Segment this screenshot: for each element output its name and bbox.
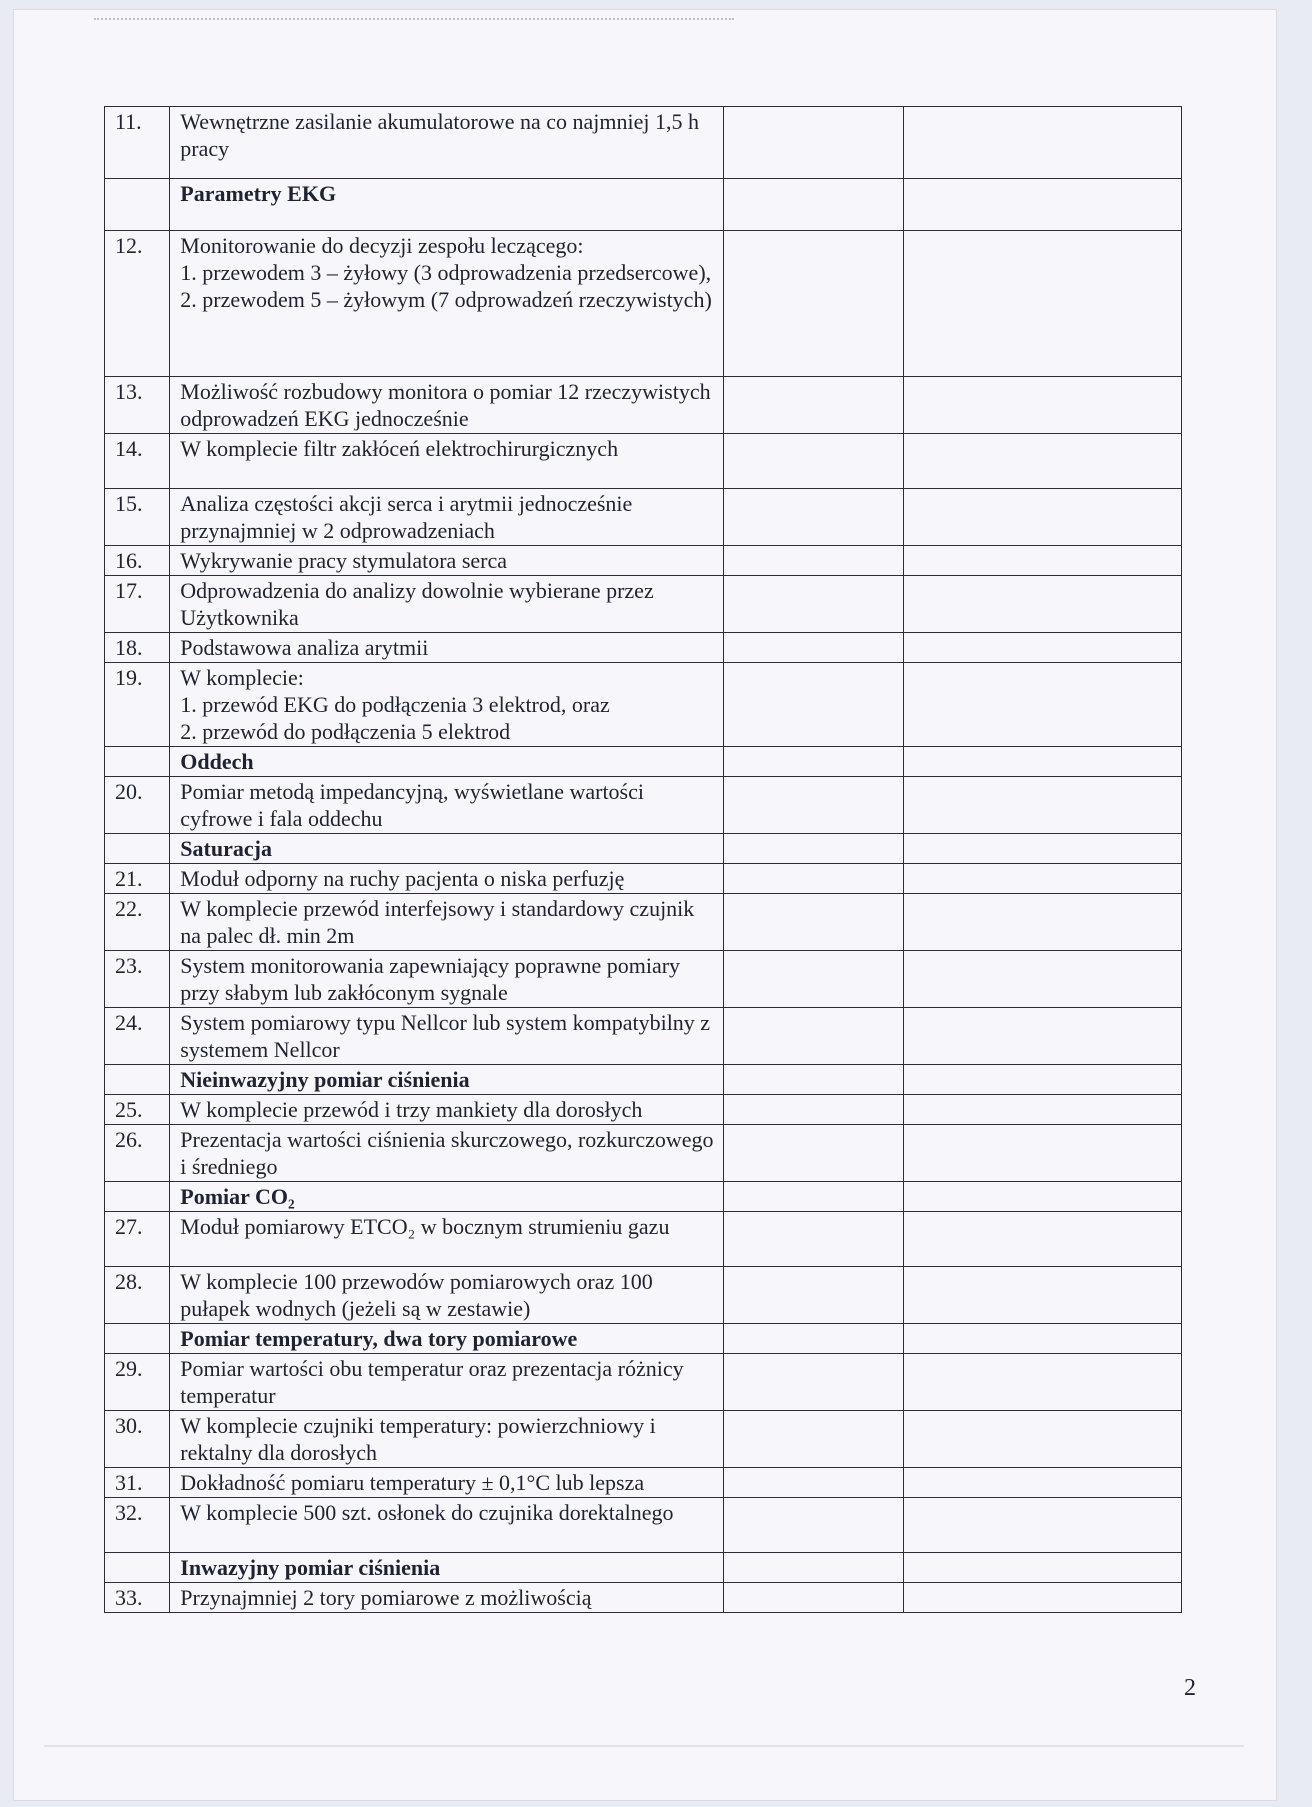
row-number: 14.: [105, 434, 170, 489]
empty-cell: [723, 1212, 903, 1267]
requirement-text: W komplecie: 1. przewód EKG do podłączenia 3 elektrod, oraz 2. przewód do podłączenia 5 elektrod: [170, 663, 724, 747]
empty-cell: [723, 1498, 903, 1553]
section-title: Parametry EKG: [170, 179, 724, 231]
table-row: [105, 576, 1182, 633]
empty-cell: [903, 1324, 1181, 1354]
table-row: [105, 107, 1182, 179]
empty-cell: [723, 1411, 903, 1468]
empty-cell: [723, 747, 903, 777]
empty-cell: [903, 864, 1181, 894]
table-row: [105, 377, 1182, 434]
empty-cell: [903, 1065, 1181, 1095]
empty-cell: [903, 1267, 1181, 1324]
requirement-text: Wewnętrzne zasilanie akumulatorowe na co najmniej 1,5 h pracy: [170, 107, 724, 179]
row-number: 19.: [105, 663, 170, 747]
empty-cell: [903, 179, 1181, 231]
row-number: 21.: [105, 864, 170, 894]
section-title: Oddech: [170, 747, 724, 777]
empty-cell: [903, 107, 1181, 179]
requirement-text: Moduł pomiarowy ETCO₂ w bocznym strumieniu gazu: [170, 1212, 724, 1267]
page-number: 2: [1184, 1675, 1196, 1701]
empty-cell: [723, 1008, 903, 1065]
table-row: [105, 1095, 1182, 1125]
table-row: [105, 663, 1182, 747]
section-title: Pomiar CO₂: [170, 1182, 724, 1212]
row-number: 18.: [105, 633, 170, 663]
row-number: [105, 1182, 170, 1212]
empty-cell: [903, 1095, 1181, 1125]
requirement-text: Monitorowanie do decyzji zespołu leczącego: 1. przewodem 3 – żyłowy (3 odprowadzenia przedsercowe), 2. przewodem 5 – żyłowym (7 odprowadzeń rzeczywistych): [170, 231, 724, 377]
empty-cell: [723, 1267, 903, 1324]
row-number: 23.: [105, 951, 170, 1008]
table-row: [105, 894, 1182, 951]
section-title: Pomiar temperatury, dwa tory pomiarowe: [170, 1324, 724, 1354]
specification-table-body: [105, 107, 1182, 1613]
row-number: 12.: [105, 231, 170, 377]
empty-cell: [723, 107, 903, 179]
empty-cell: [903, 747, 1181, 777]
empty-cell: [723, 1065, 903, 1095]
empty-cell: [903, 489, 1181, 546]
row-number: 28.: [105, 1267, 170, 1324]
scan-artifact: [94, 18, 734, 20]
requirement-text: Prezentacja wartości ciśnienia skurczowego, rozkurczowego i średniego: [170, 1125, 724, 1182]
table-row: [105, 1267, 1182, 1324]
row-number: 29.: [105, 1354, 170, 1411]
requirement-text: Moduł odporny na ruchy pacjenta o niska perfuzję: [170, 864, 724, 894]
empty-cell: [903, 231, 1181, 377]
row-number: 33.: [105, 1583, 170, 1613]
empty-cell: [903, 1468, 1181, 1498]
requirement-text: Możliwość rozbudowy monitora o pomiar 12 rzeczywistych odprowadzeń EKG jednocześnie: [170, 377, 724, 434]
row-number: 20.: [105, 777, 170, 834]
row-number: 32.: [105, 1498, 170, 1553]
empty-cell: [723, 864, 903, 894]
requirement-text: Odprowadzenia do analizy dowolnie wybierane przez Użytkownika: [170, 576, 724, 633]
table-row: [105, 633, 1182, 663]
empty-cell: [723, 1095, 903, 1125]
empty-cell: [903, 1411, 1181, 1468]
requirement-text: Przynajmniej 2 tory pomiarowe z możliwością: [170, 1583, 724, 1613]
row-number: 22.: [105, 894, 170, 951]
table-row: [105, 1354, 1182, 1411]
row-number: 13.: [105, 377, 170, 434]
table-row: [105, 546, 1182, 576]
empty-cell: [723, 434, 903, 489]
empty-cell: [903, 1553, 1181, 1583]
row-number: 31.: [105, 1468, 170, 1498]
requirement-text: System pomiarowy typu Nellcor lub system kompatybilny z systemem Nellcor: [170, 1008, 724, 1065]
requirement-text: W komplecie filtr zakłóceń elektrochirurgicznych: [170, 434, 724, 489]
row-number: [105, 179, 170, 231]
table-row: [105, 489, 1182, 546]
empty-cell: [723, 576, 903, 633]
table-row: [105, 231, 1182, 377]
row-number: 15.: [105, 489, 170, 546]
row-number: 11.: [105, 107, 170, 179]
requirement-text: W komplecie 100 przewodów pomiarowych oraz 100 pułapek wodnych (jeżeli są w zestawie): [170, 1267, 724, 1324]
scan-artifact-bottom: [44, 1745, 1244, 1747]
section-header-row: [105, 1553, 1182, 1583]
row-number: 30.: [105, 1411, 170, 1468]
row-number: 24.: [105, 1008, 170, 1065]
empty-cell: [903, 434, 1181, 489]
empty-cell: [723, 1468, 903, 1498]
section-header-row: [105, 834, 1182, 864]
empty-cell: [903, 377, 1181, 434]
empty-cell: [723, 1553, 903, 1583]
empty-cell: [903, 663, 1181, 747]
empty-cell: [903, 1212, 1181, 1267]
empty-cell: [723, 1125, 903, 1182]
requirement-text: W komplecie przewód interfejsowy i standardowy czujnik na palec dł. min 2m: [170, 894, 724, 951]
empty-cell: [723, 834, 903, 864]
empty-cell: [903, 894, 1181, 951]
section-title: Nieinwazyjny pomiar ciśnienia: [170, 1065, 724, 1095]
empty-cell: [723, 377, 903, 434]
document-page: [14, 10, 1276, 1800]
requirement-text: Wykrywanie pracy stymulatora serca: [170, 546, 724, 576]
section-header-row: [105, 1065, 1182, 1095]
empty-cell: [903, 1583, 1181, 1613]
section-header-row: [105, 747, 1182, 777]
row-number: [105, 1065, 170, 1095]
table-row: [105, 1125, 1182, 1182]
section-header-row: [105, 1324, 1182, 1354]
empty-cell: [903, 633, 1181, 663]
empty-cell: [723, 894, 903, 951]
table-row: [105, 951, 1182, 1008]
empty-cell: [723, 777, 903, 834]
empty-cell: [903, 1498, 1181, 1553]
table-row: [105, 1212, 1182, 1267]
empty-cell: [723, 179, 903, 231]
empty-cell: [723, 231, 903, 377]
table-row: [105, 434, 1182, 489]
empty-cell: [723, 1354, 903, 1411]
requirement-text: W komplecie czujniki temperatury: powierzchniowy i rektalny dla dorosłych: [170, 1411, 724, 1468]
empty-cell: [723, 1583, 903, 1613]
section-header-row: [105, 179, 1182, 231]
section-title: Saturacja: [170, 834, 724, 864]
empty-cell: [723, 663, 903, 747]
empty-cell: [723, 1182, 903, 1212]
table-row: [105, 777, 1182, 834]
requirement-text: System monitorowania zapewniający poprawne pomiary przy słabym lub zakłóconym sygnale: [170, 951, 724, 1008]
row-number: 26.: [105, 1125, 170, 1182]
requirement-text: Pomiar metodą impedancyjną, wyświetlane wartości cyfrowe i fala oddechu: [170, 777, 724, 834]
empty-cell: [903, 951, 1181, 1008]
empty-cell: [903, 834, 1181, 864]
empty-cell: [903, 576, 1181, 633]
requirement-text: W komplecie przewód i trzy mankiety dla dorosłych: [170, 1095, 724, 1125]
row-number: 25.: [105, 1095, 170, 1125]
empty-cell: [903, 1008, 1181, 1065]
empty-cell: [723, 546, 903, 576]
requirement-text: Dokładność pomiaru temperatury ± 0,1°C lub lepsza: [170, 1468, 724, 1498]
requirement-text: Analiza częstości akcji serca i arytmii jednocześnie przynajmniej w 2 odprowadzeniach: [170, 489, 724, 546]
empty-cell: [903, 1125, 1181, 1182]
empty-cell: [903, 1182, 1181, 1212]
row-number: 16.: [105, 546, 170, 576]
row-number: [105, 747, 170, 777]
row-number: 17.: [105, 576, 170, 633]
empty-cell: [903, 546, 1181, 576]
specification-table: [104, 106, 1182, 1613]
requirement-text: Pomiar wartości obu temperatur oraz prezentacja różnicy temperatur: [170, 1354, 724, 1411]
requirement-text: W komplecie 500 szt. osłonek do czujnika dorektalnego: [170, 1498, 724, 1553]
empty-cell: [723, 633, 903, 663]
empty-cell: [723, 1324, 903, 1354]
section-header-row: [105, 1182, 1182, 1212]
table-row: [105, 864, 1182, 894]
empty-cell: [903, 777, 1181, 834]
table-row: [105, 1498, 1182, 1553]
table-row: [105, 1468, 1182, 1498]
row-number: [105, 1324, 170, 1354]
empty-cell: [903, 1354, 1181, 1411]
table-row: [105, 1008, 1182, 1065]
row-number: [105, 834, 170, 864]
requirement-text: Podstawowa analiza arytmii: [170, 633, 724, 663]
section-title: Inwazyjny pomiar ciśnienia: [170, 1553, 724, 1583]
empty-cell: [723, 489, 903, 546]
empty-cell: [723, 951, 903, 1008]
table-row: [105, 1583, 1182, 1613]
table-row: [105, 1411, 1182, 1468]
row-number: 27.: [105, 1212, 170, 1267]
row-number: [105, 1553, 170, 1583]
